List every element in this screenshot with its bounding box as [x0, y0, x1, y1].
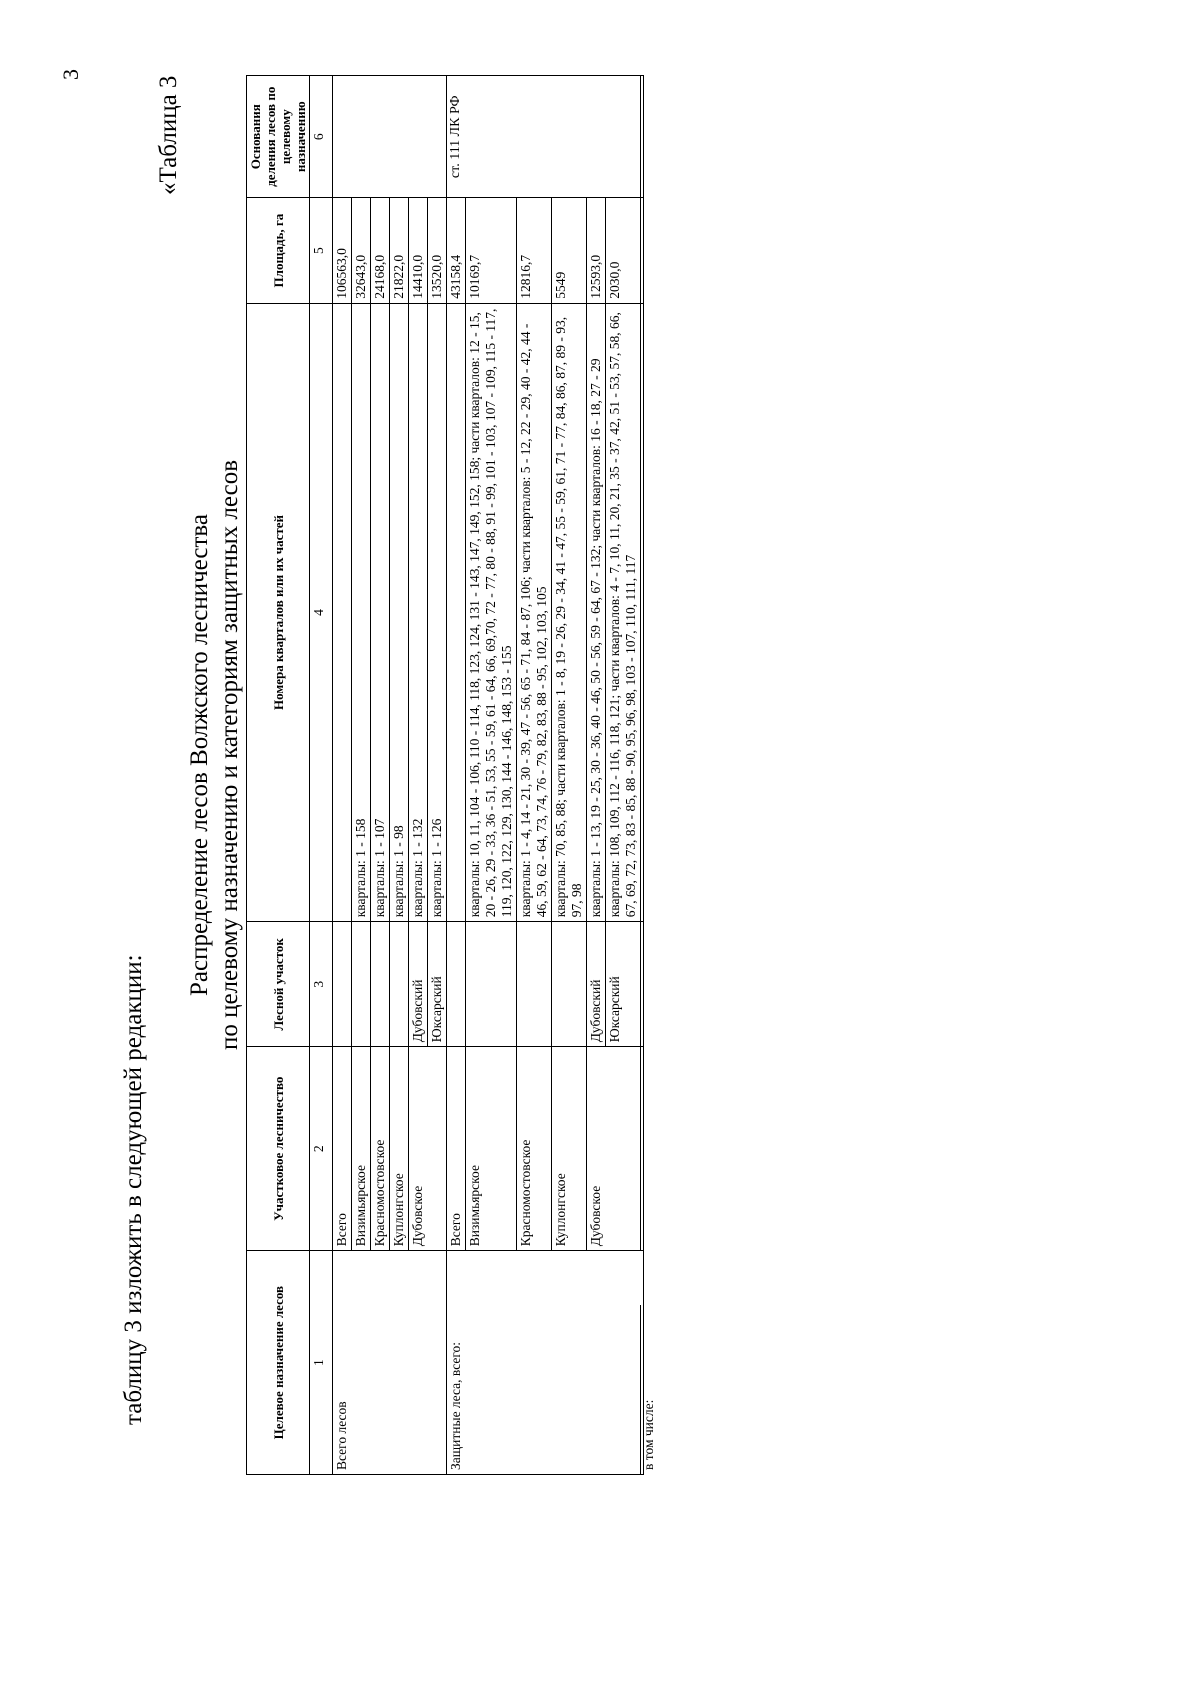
- plot-cell: [552, 922, 587, 1047]
- plot-cell: [447, 922, 466, 1047]
- table-row: [333, 76, 352, 1475]
- area-cell: 12816,7: [517, 198, 552, 303]
- district-cell: Красномостовское: [371, 1047, 390, 1251]
- quarters-cell: [447, 303, 466, 922]
- area-cell: 14410,0: [409, 198, 428, 303]
- quarters-cell: кварталы: 1 - 132: [409, 303, 428, 922]
- area-cell: 43158,4: [447, 198, 466, 303]
- plot-cell: [352, 922, 371, 1047]
- area-cell: 24168,0: [371, 198, 390, 303]
- header-area: Площадь, га: [247, 198, 310, 303]
- basis-cell: ст. 111 ЛК РФ: [447, 76, 641, 198]
- purpose-cell: Защитные леса, всего:: [447, 1251, 644, 1475]
- table-row: [447, 76, 466, 1475]
- page-number: 3: [58, 69, 83, 80]
- plot-cell: [641, 922, 644, 1047]
- plot-cell: [371, 922, 390, 1047]
- table-title-line-1: Распределение лесов Волжского лесничества: [186, 514, 213, 997]
- plot-cell: [333, 922, 352, 1047]
- district-cell: Всего: [333, 1047, 352, 1251]
- area-cell: 13520,0: [428, 198, 447, 303]
- column-number: 3: [310, 922, 333, 1047]
- quarters-cell: кварталы: 1 - 13, 19 - 25, 30 - 36, 40 - 46, 50 - 56, 59 - 64, 67 - 132; части кварталов: 16 - 18, 27 - 29: [587, 303, 606, 922]
- intro-text: таблицу 3 изложить в следующей редакции:: [120, 954, 147, 1425]
- header-basis: Основания деления лесов по целевому назначению: [247, 76, 310, 198]
- quarters-cell: [333, 303, 352, 922]
- quarters-cell: кварталы: 1 - 126: [428, 303, 447, 922]
- header-row: [247, 76, 310, 1475]
- area-cell: 10169,7: [466, 198, 517, 303]
- quarters-cell: кварталы: 1 - 158: [352, 303, 371, 922]
- area-cell: 32643,0: [352, 198, 371, 303]
- area-cell: 2030,0: [606, 198, 641, 303]
- purpose-cell: Всего лесов: [333, 1251, 447, 1475]
- district-cell: Куплонгское: [552, 1047, 587, 1251]
- district-cell: Дубовское: [409, 1047, 447, 1251]
- header-plot: Лесной участок: [247, 922, 310, 1047]
- column-number: 4: [310, 303, 333, 922]
- subtotal-label: в том числе:: [641, 1399, 656, 1470]
- table-title-line-2: по целевому назначению и категориям защитных лесов: [216, 459, 243, 1051]
- column-number: 1: [310, 1251, 333, 1475]
- district-cell: Визимьярское: [466, 1047, 517, 1251]
- district-cell: Куплонгское: [390, 1047, 409, 1251]
- district-cell: Визимьярское: [352, 1047, 371, 1251]
- quarters-cell: кварталы: 1 - 107: [371, 303, 390, 922]
- area-cell: 106563,0: [333, 198, 352, 303]
- column-number: 2: [310, 1047, 333, 1251]
- plot-cell: Юксарский: [428, 922, 447, 1047]
- plot-cell: [517, 922, 552, 1047]
- area-cell: [641, 198, 644, 303]
- plot-cell: [390, 922, 409, 1047]
- forest-distribution-table: [246, 75, 644, 1475]
- quarters-cell: кварталы: 1 - 98: [390, 303, 409, 922]
- column-number: 6: [310, 76, 333, 198]
- header-purpose: Целевое назначение лесов: [247, 1251, 310, 1475]
- district-cell: Красномостовское: [517, 1047, 552, 1251]
- column-number: 5: [310, 198, 333, 303]
- quarters-cell: кварталы: 70, 85, 88; части кварталов: 1 - 8, 19 - 26, 29 - 34, 41 - 47, 55 - 59, 61, 71 - 77, 84, 86, 87, 89 - 93, 97, 98: [552, 303, 587, 922]
- basis-cell-empty: [641, 76, 644, 198]
- column-number-row: [310, 76, 333, 1475]
- quarters-cell: [641, 303, 644, 922]
- area-cell: 21822,0: [390, 198, 409, 303]
- quarters-cell: кварталы: 1 - 4, 14 - 21, 30 - 39, 47 - 56, 65 - 71, 84 - 87, 106; части кварталов: 5 - 12, 22 - 29, 40 - 42, 44 - 46, 59, 62 - 64, 73, 74, 76 - 79, 82, 83, 88 - 95, 102, 103, 105: [517, 303, 552, 922]
- plot-cell: Юксарский: [606, 922, 641, 1047]
- plot-cell: Дубовский: [409, 922, 428, 1047]
- basis-cell-empty: [333, 76, 447, 198]
- subtotal-divider: [640, 1305, 641, 1475]
- quarters-cell: кварталы: 10, 11, 104 - 106, 110 - 114, 118, 123, 124, 131 - 143, 147, 149, 152, 158; части кварталов: 12 - 15, 20 - 26, 29 - 33, 36 - 51, 53, 55 - 59, 61 - 64, 66, 69,70, 72 - 77, 80 - 88, 91 - 99, 101 - 103, 107 - 109, 115 - 117, 119, 120, 122, 129, 130, 144 - 146, 148, 153 - 155: [466, 303, 517, 922]
- district-cell: Дубовское: [587, 1047, 641, 1251]
- header-district: Участковое лесничество: [247, 1047, 310, 1251]
- plot-cell: [466, 922, 517, 1047]
- area-cell: 12593,0: [587, 198, 606, 303]
- header-quarters: Номера кварталов или их частей: [247, 303, 310, 922]
- plot-cell: Дубовский: [587, 922, 606, 1047]
- quarters-cell: кварталы: 108, 109, 112 - 116, 118, 121; части кварталов: 4 - 7, 10, 11, 20, 21, 35 - 37, 42, 51 - 53, 57, 58, 66, 67, 69, 72, 73, 83 - 85, 88 - 90, 95, 96, 98, 103 - 107, 110, 111, 117: [606, 303, 641, 922]
- district-cell: [641, 1047, 644, 1251]
- area-cell: 5549: [552, 198, 587, 303]
- district-cell: Всего: [447, 1047, 466, 1251]
- table-label: «Таблица 3: [155, 75, 182, 195]
